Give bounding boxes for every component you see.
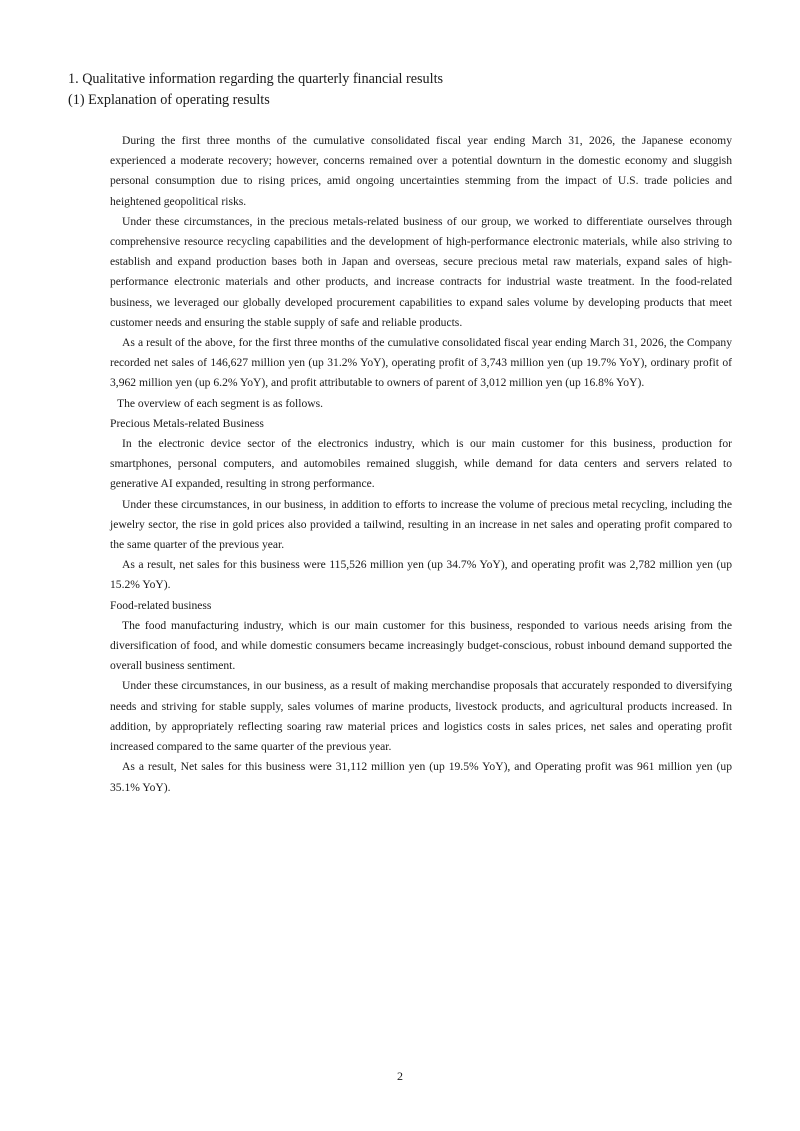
segment-paragraph: Under these circumstances, in our business, in addition to efforts to increase the volume of precious metal recycling, including the jewelry sector, the rise in gold prices also provided a tailwind, resulting in an increase in net sales and operating profit compared to the same quarter of the previous year. bbox=[110, 497, 732, 552]
page-number: 2 bbox=[397, 1069, 403, 1083]
segment-food bbox=[110, 596, 732, 798]
paragraph-group-efforts: Under these circumstances, in the precious metals-related business of our group, we worked to differentiate ourselves through comprehensive resource recycling capabilities and the development of high-performance electronic materials, while also striving to establish and expand production bases both in Japan and overseas, secure precious metal raw materials, expand sales of high-performance electronic materials and other products, and increase contracts for industrial waste treatment. In the food-related business, we leveraged our globally developed procurement capabilities to expand sales volume by developing products that meet customer needs and ensuring the stable supply of safe and reliable products. bbox=[110, 214, 732, 329]
segment-paragraph: In the electronic device sector of the electronics industry, which is our main customer for this business, production for smartphones, personal computers, and automobiles remained sluggish, while demand for data centers and servers related to generative AI expanded, resulting in strong performance. bbox=[110, 437, 732, 491]
paragraph-economy: During the first three months of the cumulative consolidated fiscal year ending March 31, 2026, the Japanese economy experienced a moderate recovery; however, concerns remained over a potential downturn in the domestic economy and sluggish personal consumption due to rising prices, amid ongoing uncertainties stemming from the impact of U.S. trade policies and heightened geopolitical risks. bbox=[110, 134, 732, 208]
subsection-title: (1) Explanation of operating results bbox=[68, 92, 270, 108]
segment-precious-metals bbox=[110, 414, 732, 596]
segment-paragraph: Under these circumstances, in our business, as a result of making merchandise proposals that accurately responded to diversifying needs and striving for stable supply, sales volumes of marine products, livestock products, and agricultural products increased. In addition, by appropriately reflecting soaring raw material prices and logistics costs in sales prices, net sales and operating profit increased compared to the same quarter of the previous year. bbox=[110, 679, 732, 754]
segment-paragraph: The food manufacturing industry, which is our main customer for this business, responded to various needs arising from the diversification of food, and while domestic consumers became increasingly budget-conscious, robust inbound demand supported the overall business sentiment. bbox=[110, 618, 732, 673]
segment-paragraph: As a result, Net sales for this business were 31,112 million yen (up 19.5% YoY), and Operating profit was 961 million yen (up 35.1% YoY). bbox=[110, 760, 732, 794]
overview-intro: The overview of each segment is as follows. bbox=[117, 396, 324, 410]
paragraph-consolidated-results: As a result of the above, for the first three months of the cumulative consolidated fiscal year ending March 31, 2026, the Company recorded net sales of 146,627 million yen (up 31.2% YoY), operating profit of 3,743 million yen (up 19.7% YoY), ordinary profit of 3,962 million yen (up 6.2% YoY), and profit attributable to owners of parent of 3,012 million yen (up 16.8% YoY). bbox=[110, 336, 732, 390]
segment-paragraph: As a result, net sales for this business were 115,526 million yen (up 34.7% YoY), and operating profit was 2,782 million yen (up 15.2% YoY). bbox=[110, 558, 732, 592]
operating-results-body bbox=[110, 131, 732, 798]
section-title: 1. Qualitative information regarding the quarterly financial results bbox=[68, 71, 444, 87]
segment-heading: Food-related business bbox=[110, 598, 212, 612]
segment-heading: Precious Metals-related Business bbox=[110, 416, 264, 430]
